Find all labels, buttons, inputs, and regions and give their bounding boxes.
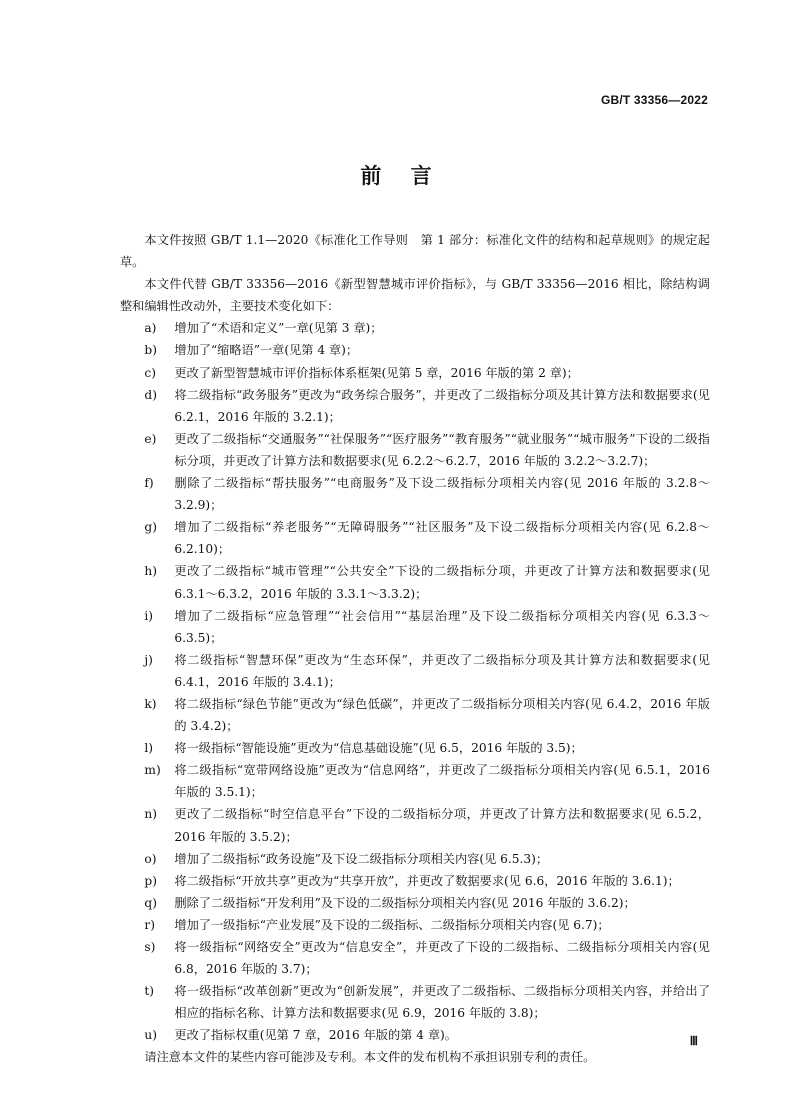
list-item-text: 更改了指标权重(见第 7 章，2016 年版的第 4 章)。 [174, 1028, 457, 1043]
list-item-marker: q) [144, 895, 157, 910]
list-item-text: 增加了二级指标“政务设施”及下设二级指标分项相关内容(见 6.5.3)； [174, 851, 549, 866]
list-item [120, 848, 710, 870]
page-number: Ⅲ [689, 1034, 698, 1048]
list-item-marker: o) [144, 851, 157, 866]
list-item [120, 914, 710, 936]
list-item-text: 将一级指标“智能设施”更改为“信息基础设施”(见 6.5，2016 年版的 3.5)； [174, 741, 583, 756]
list-item-marker: d) [144, 387, 157, 402]
list-item [120, 428, 710, 472]
list-item-marker: j) [144, 652, 153, 667]
list-item-marker: p) [144, 873, 157, 888]
patent-note: 请注意本文件的某些内容可能涉及专利。本文件的发布机构不承担识别专利的责任。 [144, 1050, 596, 1065]
list-item [120, 339, 710, 361]
list-item-marker: h) [144, 564, 157, 579]
list-item-marker: i) [144, 608, 154, 623]
list-item-text: 更改了新型智慧城市评价指标体系框架(见第 5 章，2016 年版的第 2 章)； [174, 365, 579, 380]
list-item-text: 将二级指标“宽带网络设施”更改为“信息网络”，并更改了二级指标分项相关内容(见 6.5.1，2016 年版的 3.5.1)； [174, 763, 710, 800]
list-item-text: 增加了“术语和定义”一章(见第 3 章)； [174, 321, 383, 336]
list-item-marker: t) [144, 984, 155, 999]
list-item [120, 516, 710, 560]
list-item-marker: g) [144, 520, 157, 535]
list-item-marker: f) [144, 476, 154, 491]
list-item-marker: u) [144, 1028, 157, 1043]
list-item-text: 将一级指标“网络安全”更改为“信息安全”，并更改了下设的二级指标、二级指标分项相关内容(见 6.8，2016 年版的 3.7)； [174, 940, 710, 977]
list-item-text: 更改了二级指标“时空信息平台”下设的二级指标分项，并更改了计算方法和数据要求(见 6.5.2，2016 年版的 3.5.2)； [174, 807, 710, 844]
list-item-marker: c) [144, 365, 156, 380]
list-item-marker: m) [144, 763, 161, 778]
list-item-text: 增加了一级指标“产业发展”及下设的二级指标、二级指标分项相关内容(见 6.7)； [174, 917, 610, 932]
list-item-text: 增加了“缩略语”一章(见第 4 章)； [174, 343, 359, 358]
list-item-text: 将二级指标“智慧环保”更改为“生态环保”，并更改了二级指标分项及其计算方法和数据要求(见 6.4.1，2016 年版的 3.4.1)； [174, 652, 710, 689]
list-item [120, 317, 710, 339]
list-item [120, 693, 710, 737]
list-item [120, 1024, 710, 1046]
list-item-marker: l) [144, 741, 154, 756]
list-item [120, 803, 710, 847]
list-item-marker: k) [144, 696, 157, 711]
list-item-text: 将二级指标“开放共享”更改为“共享开放”，并更改了数据要求(见 6.6，2016 年版的 3.6.1)； [174, 873, 680, 888]
list-item-text: 更改了二级指标“交通服务”“社保服务”“医疗服务”“教育服务”“就业服务”“城市服务”下设的二级指标分项，并更改了计算方法和数据要求(见 6.2.2～6.2.7，2016 年版的 3.2.2～3.2.7)； [174, 431, 710, 468]
list-item-marker: n) [144, 807, 157, 822]
list-item [120, 980, 710, 1024]
list-item-marker: r) [144, 917, 155, 932]
list-item [120, 870, 710, 892]
change-list [120, 317, 710, 1046]
list-item [120, 560, 710, 604]
list-item-text: 删除了二级指标“帮扶服务”“电商服务”及下设二级指标分项相关内容(见 2016 年版的 3.2.8～3.2.9)； [174, 476, 710, 513]
list-item-text: 将二级指标“绿色节能”更改为“绿色低碳”，并更改了二级指标分项相关内容(见 6.4.2，2016 年版的 3.4.2)； [174, 696, 710, 734]
foreword-body [120, 229, 710, 1069]
list-item-text: 删除了二级指标“开发利用”及下设的二级指标分项相关内容(见 2016 年版的 3.6.2)； [174, 895, 636, 910]
standard-code: GB/T 33356—2022 [600, 93, 708, 107]
list-item [120, 362, 710, 384]
list-item-text: 更改了二级指标“城市管理”“公共安全”下设的二级指标分项，并更改了计算方法和数据要求(见 6.3.1～6.3.2，2016 年版的 3.3.1～3.3.2)； [174, 564, 710, 601]
list-item-text: 将二级指标“政务服务”更改为“政务综合服务”，并更改了二级指标分项及其计算方法和数据要求(见 6.2.1，2016 年版的 3.2.1)； [174, 387, 710, 424]
list-item-marker: b) [144, 343, 157, 358]
list-item-marker: s) [144, 940, 156, 954]
list-item-text: 增加了二级指标“养老服务”“无障碍服务”“社区服务”及下设二级指标分项相关内容(见 6.2.8～6.2.10)； [174, 520, 710, 557]
list-item [120, 649, 710, 693]
list-item-marker: e) [144, 431, 157, 446]
paragraph-replacement: 本文件代替 GB/T 33356—2016《新型智慧城市评价指标》，与 GB/T 33356—2016 相比，除结构调整和编辑性改动外，主要技术变化如下： [120, 277, 710, 314]
list-item-text: 将一级指标“改革创新”更改为“创新发展”，并更改了二级指标、二级指标分项相关内容，并给出了相应的指标名称、计算方法和数据要求(见 6.9，2016 年版的 3.8)； [174, 984, 710, 1021]
list-item [120, 384, 710, 428]
list-item [120, 936, 710, 980]
list-item [120, 605, 710, 649]
list-item [120, 472, 710, 516]
list-item [120, 737, 710, 759]
paragraph-drafting-basis: 本文件按照 GB/T 1.1—2020《标准化工作导则 第 1 部分：标准化文件的结构和起草规则》的规定起草。 [120, 233, 710, 270]
list-item [120, 892, 710, 914]
list-item-text: 增加了二级指标“应急管理”“社会信用”“基层治理”及下设二级指标分项相关内容(见 6.3.3～6.3.5)； [174, 608, 710, 645]
list-item-marker: a) [144, 321, 157, 336]
page-title: 前 言 [360, 164, 432, 188]
list-item [120, 759, 710, 803]
